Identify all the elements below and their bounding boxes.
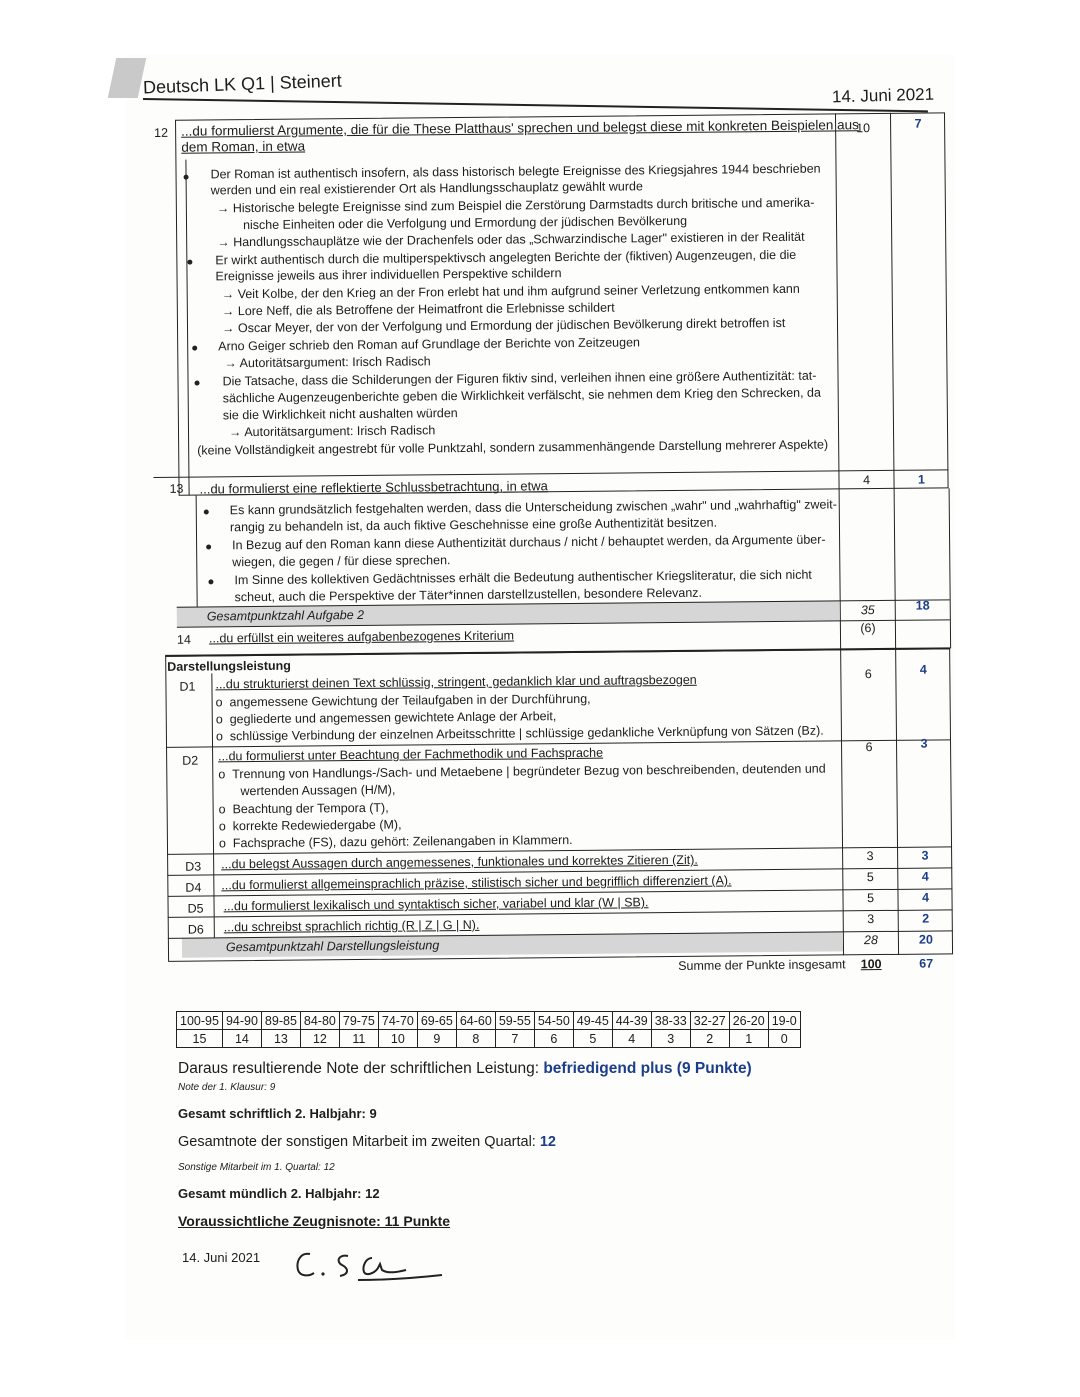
row12-line: sie die Wirklichkeit nicht aushalten würden xyxy=(222,406,458,423)
row13-got: 1 xyxy=(917,472,926,487)
scale-grade: 11 xyxy=(339,1030,378,1048)
scale-range: 49-45 xyxy=(573,1012,612,1030)
row12-line: → Handlungsschauplätze wie der Drachenfels oder das „Schwarzindische Lager" existieren in der Realität xyxy=(217,229,805,250)
row13-number: 13 xyxy=(169,481,184,496)
d6-number: D6 xyxy=(187,922,204,937)
scale-range: 59-55 xyxy=(495,1012,534,1030)
grade-scale-table xyxy=(176,1011,801,1048)
scale-grade: 13 xyxy=(261,1030,300,1048)
oral-total: Gesamt mündlich 2. Halbjahr: 12 xyxy=(178,1186,380,1201)
d2-item: o Beachtung der Tempora (T), xyxy=(218,800,389,817)
d4-title: ...du formulierst allgemeinsprachlich präzise, stilistisch sicher und begrifflich differenziert (A). xyxy=(221,873,732,893)
d2-item: wertenden Aussagen (H/M), xyxy=(240,782,396,799)
row12-line: Ereignisse jeweils aus ihrer individuellen Perspektive schildern xyxy=(215,266,562,284)
darstellung-heading: Darstellungsleistung xyxy=(167,658,291,674)
row12-title: ...du formulierst Argumente, die für die These Platthaus' sprechen und belegst diese mit konkreten Beispielen aus xyxy=(181,117,859,139)
row12-number: 12 xyxy=(154,125,169,140)
row12-line: → Veit Kolbe, der den Krieg an der Fron erlebt hat und ihm aufgrund seiner Verletzung entkommen kann xyxy=(221,281,800,302)
scale-range: 54-50 xyxy=(534,1012,573,1030)
row12-line: → Oscar Meyer, der von der Verfolgung und Ermordung der jüdischen Bevölkerung direkt betroffen ist xyxy=(221,315,786,336)
row13-line: In Bezug auf den Roman kann diese Authentizität durchaus / nicht / behauptet werden, da Argumente über- xyxy=(232,532,826,553)
row13-line: Es kann grundsätzlich festgehalten werden, dass die Unterscheidung zwischen „wahr" und „wahrhaftig" zweit- xyxy=(229,497,837,518)
row13-line: rangig zu behandeln ist, da auch fiktive Geschehnisse eine große Authentizität besitzen. xyxy=(229,515,718,535)
d1-max: 6 xyxy=(864,667,872,682)
d2-item: o Fachsprache (FS), dazu gehört: Zeilenangaben in Klammern. xyxy=(218,832,573,851)
final-grade: Voraussichtliche Zeugnisnote: 11 Punkte xyxy=(178,1213,451,1229)
row12-line: werden und ein real existierender Ort als Handlungsschauplatz gewählt wurde xyxy=(210,179,643,198)
scale-range: 69-65 xyxy=(417,1012,456,1030)
scale-range: 89-85 xyxy=(261,1012,300,1030)
criteria-table xyxy=(150,110,958,986)
scale-range: 94-90 xyxy=(222,1012,261,1030)
scale-grade: 4 xyxy=(612,1030,651,1048)
d1-item: o angemessene Gewichtung der Teilaufgaben in der Durchführung, xyxy=(215,691,591,710)
d1-got: 4 xyxy=(919,662,927,677)
d2-title: ...du formulierst unter Beachtung der Fachmethodik und Fachsprache xyxy=(218,745,604,764)
row12-line: → Lore Neff, die als Betroffene der Heimatfront die Erlebnisse schildert xyxy=(221,300,615,319)
d5-number: D5 xyxy=(187,901,204,916)
row12-line: Der Roman ist authentisch insofern, als dass historisch belegte Ereignisse des Kriegsjahres 1944 beschrieben xyxy=(210,161,821,182)
d5-got: 4 xyxy=(921,890,930,905)
scale-grade: 8 xyxy=(456,1030,495,1048)
row13-line: scheut, auch die Perspektive der Täter*innen darstellzustellen, besondere Relevanz. xyxy=(234,585,703,605)
d2-item: o Trennung von Handlungs-/Sach- und Metaebene | begründeter Bezug von beschreibenden, deutenden und xyxy=(218,761,826,782)
row13-line: Im Sinne des kollektiven Gedächtnisses erhält die Bedeutung authentischer Kriegsliteratur, die sich nicht xyxy=(234,567,812,588)
row12-line: Arno Geiger schrieb den Roman auf Grundlage der Berichte von Zeitzeugen xyxy=(218,335,641,354)
row12-note: (keine Vollständigkeit angestrebt für volle Punktzahl, sondern zusammenhängende Darstellung mehrerer Aspekte) xyxy=(197,437,829,458)
scale-range: 84-80 xyxy=(300,1012,339,1030)
row12-line: Die Tatsache, dass die Schilderungen der Figuren fiktiv sind, verleihen ihnen eine größere Authentizität: tat- xyxy=(222,368,817,389)
scale-grade: 10 xyxy=(378,1030,417,1048)
d5-max: 5 xyxy=(866,891,875,906)
row12-line: → Autoritätsargument: Irisch Radisch xyxy=(224,354,431,371)
row12-title-cont: dem Roman, in etwa xyxy=(181,138,306,155)
d1-title: ...du strukturierst deinen Text schlüssig, stringent, gedanklich klar und auftragsbezogen xyxy=(215,672,697,692)
row13-max: 4 xyxy=(862,473,871,488)
total2-max: 35 xyxy=(860,603,875,618)
d1-number: D1 xyxy=(179,679,196,694)
other-work-value: 12 xyxy=(539,1134,556,1150)
total2-label: Gesamtpunktzahl Aufgabe 2 xyxy=(206,607,365,624)
d6-got: 2 xyxy=(922,911,930,926)
scale-grade: 15 xyxy=(177,1030,223,1048)
note-first-exam: Note der 1. Klausur: 9 xyxy=(178,1082,276,1093)
result-line: Daraus resultierende Note der schriftlichen Leistung: befriedigend plus (9 Punkte) xyxy=(178,1060,752,1077)
total2-got: 18 xyxy=(915,598,930,613)
signature xyxy=(290,1244,450,1286)
scale-grade: 12 xyxy=(300,1030,339,1048)
result-value: befriedigend plus (9 Punkte) xyxy=(543,1060,752,1077)
scale-range: 74-70 xyxy=(378,1012,417,1030)
scale-grade: 6 xyxy=(534,1030,573,1048)
sum-max: 100 xyxy=(860,957,882,972)
row13-title: ...du formulierst eine reflektierte Schlussbetrachtung, in etwa xyxy=(199,478,548,497)
row12-line: Er wirkt authentisch durch die multiperspektivsch angelegten Berichte der (fiktiven) Augenzeugen, die die xyxy=(215,247,797,268)
row12-got: 7 xyxy=(914,116,922,131)
d5-title: ...du formulierst lexikalisch und syntaktisch sicher, variabel und klar (W | SB). xyxy=(223,895,649,914)
scale-range: 44-39 xyxy=(612,1012,651,1030)
header-date: 14. Juni 2021 xyxy=(831,84,935,107)
sum-got: 67 xyxy=(919,956,934,971)
scale-range: 19-0 xyxy=(768,1012,800,1030)
other-work-line: Gesamtnote der sonstigen Mitarbeit im zweiten Quartal: 12 xyxy=(178,1134,556,1150)
scale-grade: 3 xyxy=(651,1030,690,1048)
d3-max: 3 xyxy=(866,849,874,864)
scale-grade: 1 xyxy=(729,1030,768,1048)
d6-title: ...du schreibst sprachlich richtig (R | Z | G | N). xyxy=(223,917,480,935)
scale-range: 64-60 xyxy=(456,1012,495,1030)
scale-ranges-row xyxy=(177,1012,801,1030)
d2-item: o korrekte Redewiedergabe (M), xyxy=(218,817,402,834)
row12-line: → Autoritätsargument: Irisch Radisch xyxy=(228,423,436,440)
d3-got: 3 xyxy=(921,848,929,863)
row13-line: wiegen, die gegen / für diese sprechen. xyxy=(232,553,451,570)
row12-line: → Historische belegte Ereignisse sind zum Beispiel die Zerstörung Darmstadts durch britische und amerika- xyxy=(216,195,815,216)
row12-line: sächliche Augenzeugenberichte geben die Wirklichkeit verfälscht, sie nehmen dem Krieg den Schrecken, da xyxy=(222,385,821,406)
scale-grade: 7 xyxy=(495,1030,534,1048)
d1-item: o schlüssige Verbindung der einzelnen Arbeitsschritte | schlüssige gedankliche Verknüpfung von Sätzen (Bz). xyxy=(215,723,824,744)
written-total: Gesamt schriftlich 2. Halbjahr: 9 xyxy=(178,1106,377,1121)
darstellung-total-label: Gesamtpunktzahl Darstellungsleistung xyxy=(225,938,440,955)
scale-range: 32-27 xyxy=(690,1012,729,1030)
d2-got: 3 xyxy=(920,736,928,751)
row14-max: (6) xyxy=(860,621,876,636)
scale-grades-row xyxy=(177,1030,801,1048)
d3-title: ...du belegst Aussagen durch angemessenes, funktionales und korrektes Zitieren (Zit). xyxy=(221,852,698,872)
d6-max: 3 xyxy=(867,912,875,927)
d4-number: D4 xyxy=(185,880,202,895)
d2-number: D2 xyxy=(182,753,199,768)
sum-label: Summe der Punkte insgesamt xyxy=(678,957,846,973)
darstellung-total-got: 20 xyxy=(918,932,933,947)
scale-range: 26-20 xyxy=(729,1012,768,1030)
scale-range: 38-33 xyxy=(651,1012,690,1030)
scale-range: 100-95 xyxy=(177,1012,223,1030)
darstellung-total-max: 28 xyxy=(863,933,878,948)
other-work-q1: Sonstige Mitarbeit im 1. Quartal: 12 xyxy=(178,1162,335,1173)
row14-number: 14 xyxy=(176,632,191,647)
scale-grade: 2 xyxy=(690,1030,729,1048)
d4-max: 5 xyxy=(866,870,874,885)
signature-date: 14. Juni 2021 xyxy=(182,1250,261,1265)
row14-title: ...du erfüllst ein weiteres aufgabenbezogenes Kriterium xyxy=(208,628,515,646)
scale-grade: 5 xyxy=(573,1030,612,1048)
d1-item: o gegliederte und angemessen gewichtete Anlage der Arbeit, xyxy=(215,709,557,727)
scale-grade: 9 xyxy=(417,1030,456,1048)
course-header: Deutsch LK Q1 | Steinert xyxy=(142,70,343,98)
scale-grade: 14 xyxy=(222,1030,261,1048)
row12-line: nische Einheiten oder die Verfolgung und Ermordung der jüdischen Bevölkerung xyxy=(242,213,688,233)
d2-max: 6 xyxy=(865,740,873,755)
d3-number: D3 xyxy=(185,859,202,874)
d4-got: 4 xyxy=(921,869,929,884)
scale-grade: 0 xyxy=(768,1030,800,1048)
row12-max: 10 xyxy=(856,121,871,136)
scale-range: 79-75 xyxy=(339,1012,378,1030)
